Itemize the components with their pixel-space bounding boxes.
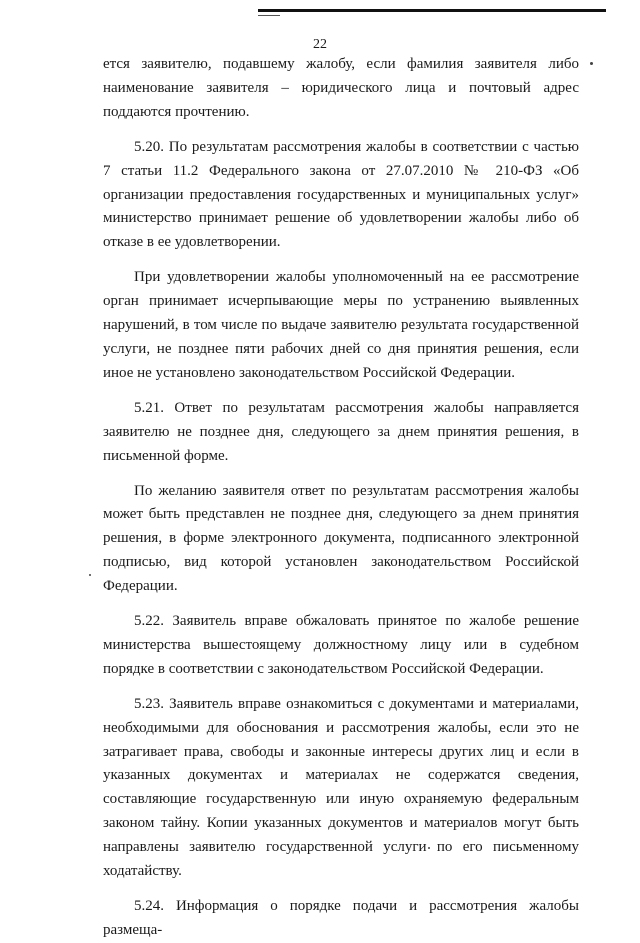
scan-mark	[89, 574, 91, 576]
paragraph-satisfaction: При удовлетворении жалобы уполномоченный на ее рассмотрение орган принимает исчерпывающие меры по устранению выявленных нарушений, в том числе по выдаче заявителю результата государственной услуги, не позднее пяти рабочих дней со дня принятия решения, если иное не установлено законодательством Российской Федерации.	[103, 269, 579, 381]
paragraph-5-23: 5.23. Заявитель вправе ознакомиться с документами и материалами, необходимыми для обоснования и рассмотрения жалобы, если это не затрагивает права, свободы и законные интересы других лиц и если в указанных документах и материалах не содержатся сведения, составляющие государственную или иную охраняемую федеральным законом тайну. Копии указанных документов и материалов могут быть направлены заявителю государственной услуги по его письменному ходатайству.	[103, 695, 579, 880]
page-number: 22	[313, 37, 327, 52]
paragraph-electronic-response: По желанию заявителя ответ по результатам рассмотрения жалобы может быть представлен не позднее дня, следующего за днем принятия решения, в форме электронного документа, подписанного электронной подписью, вид которой установлен законодательством Российской Федерации.	[103, 482, 579, 595]
top-rule	[258, 9, 606, 12]
top-rule-accent	[258, 15, 280, 16]
document-body	[103, 53, 579, 943]
paragraph-continuation: ется заявителю, подавшему жалобу, если фамилия заявителя либо наименование заявителя – юридического лица и почтовый адрес поддаются прочтению.	[103, 56, 579, 120]
scan-mark	[590, 62, 593, 65]
paragraph-5-21: 5.21. Ответ по результатам рассмотрения жалобы направляется заявителю не позднее дня, следующего за днем принятия решения, в письменной форме.	[103, 399, 579, 464]
paragraph-5-22: 5.22. Заявитель вправе обжаловать принятое по жалобе решение министерства вышестоящему должностному лицу или в судебном порядке в соответствии с законодательством Российской Федерации.	[103, 613, 579, 677]
paragraph-5-24: 5.24. Информация о порядке подачи и рассмотрения жалобы размеща-	[103, 898, 579, 938]
paragraph-5-20: 5.20. По результатам рассмотрения жалобы в соответствии с частью 7 статьи 11.2 Федерального закона от 27.07.2010 № 210-ФЗ «Об организации предоставления государственных и муниципальных услуг» министерство принимает решение об удовлетворении жалобы либо об отказе в ее удовлетворении.	[103, 138, 579, 251]
